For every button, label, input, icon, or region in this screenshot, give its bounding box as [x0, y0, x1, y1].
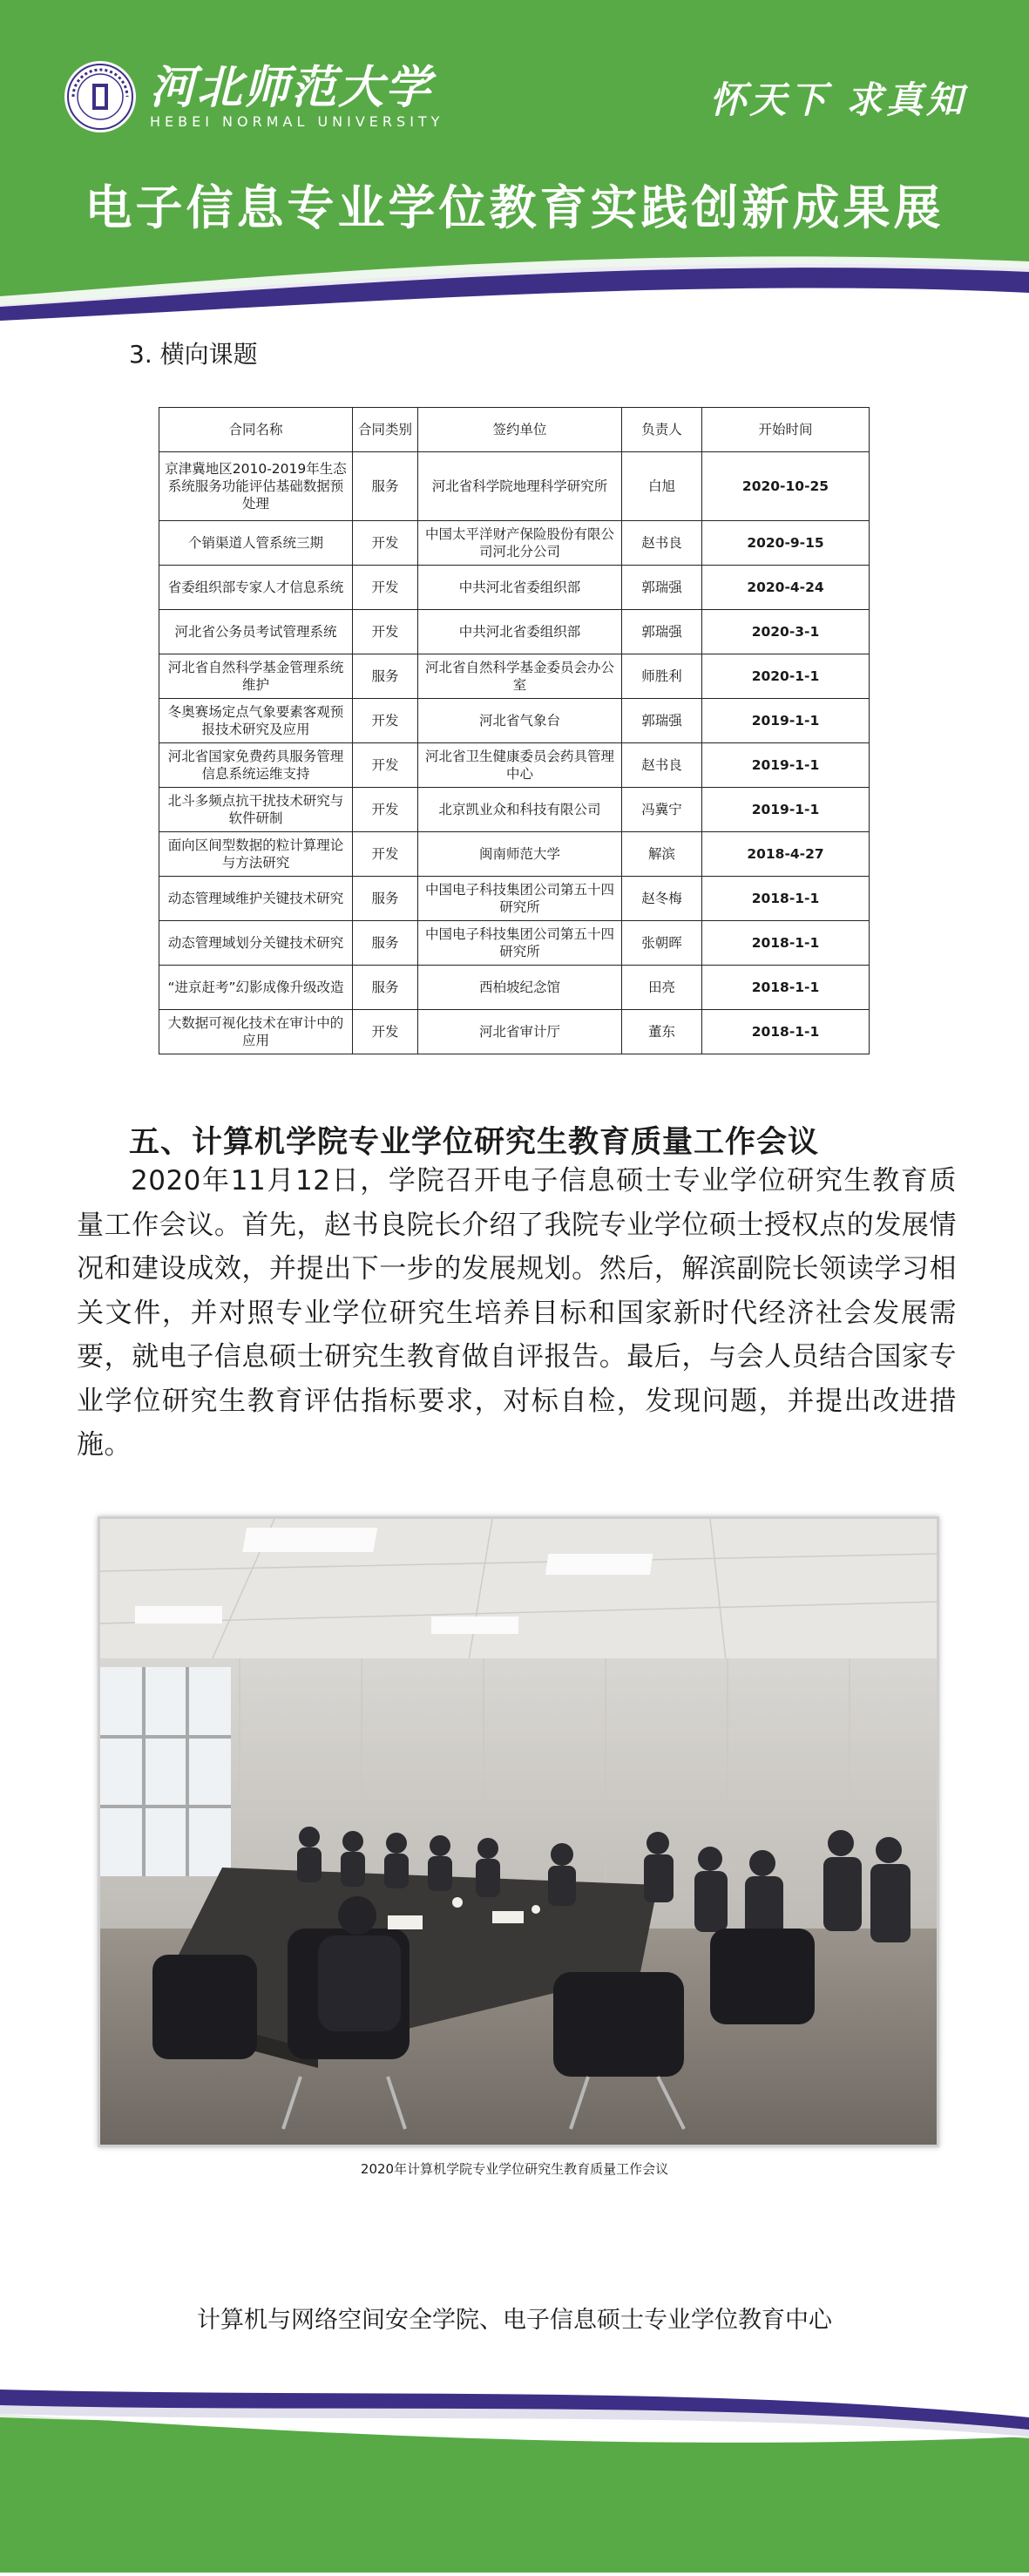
university-logo — [63, 59, 443, 134]
footer-organization: 计算机与网络空间安全学院、电子信息硕士专业学位教育中心 — [197, 2307, 832, 2334]
cell-type: 开发 — [353, 699, 418, 743]
cell-date: 2019-1-1 — [702, 788, 870, 832]
header-contract-name: 合同名称 — [159, 408, 353, 452]
cell-unit: 中国电子科技集团公司第五十四研究所 — [418, 921, 622, 966]
cell-date: 2018-1-1 — [702, 1010, 870, 1054]
sub-heading: 3. 横向课题 — [129, 340, 258, 369]
cell-person: 赵书良 — [622, 743, 702, 788]
table-row — [159, 452, 870, 521]
header-person-in-charge: 负责人 — [622, 408, 702, 452]
cell-unit: 河北省审计厅 — [418, 1010, 622, 1054]
meeting-photo — [98, 1516, 939, 2147]
cell-name: 河北省自然科学基金管理系统维护 — [159, 654, 353, 699]
header-contract-type: 合同类别 — [353, 408, 418, 452]
table-row — [159, 921, 870, 966]
university-seal-icon — [63, 59, 138, 134]
header-signing-unit: 签约单位 — [418, 408, 622, 452]
cell-name: 动态管理域维护关键技术研究 — [159, 877, 353, 921]
table-row — [159, 566, 870, 610]
cell-name: 面向区间型数据的粒计算理论与方法研究 — [159, 832, 353, 877]
cell-unit: 中国太平洋财产保险股份有限公司河北分公司 — [418, 521, 622, 566]
cell-date: 2018-1-1 — [702, 966, 870, 1010]
cell-unit: 中共河北省委组织部 — [418, 566, 622, 610]
cell-person: 张朝晖 — [622, 921, 702, 966]
cell-person: 田亮 — [622, 966, 702, 1010]
logo-chinese-name: 河北师范大学 — [150, 61, 433, 114]
table-row — [159, 610, 870, 654]
cell-type: 服务 — [353, 654, 418, 699]
cell-person: 赵书良 — [622, 521, 702, 566]
section-title: 五、计算机学院专业学位研究生教育质量工作会议 — [129, 1125, 820, 1160]
cell-unit: 河北省自然科学基金委员会办公室 — [418, 654, 622, 699]
cell-type: 服务 — [353, 452, 418, 521]
cell-person: 白旭 — [622, 452, 702, 521]
table-row — [159, 1010, 870, 1054]
cell-person: 郭瑞强 — [622, 610, 702, 654]
photo-caption: 2020年计算机学院专业学位研究生教育质量工作会议 — [360, 2161, 669, 2177]
cell-date: 2018-1-1 — [702, 921, 870, 966]
cell-date: 2020-1-1 — [702, 654, 870, 699]
cell-person: 董东 — [622, 1010, 702, 1054]
cell-date: 2019-1-1 — [702, 743, 870, 788]
cell-type: 服务 — [353, 877, 418, 921]
cell-unit: 河北省气象台 — [418, 699, 622, 743]
footer-background — [0, 2353, 1029, 2573]
cell-name: 大数据可视化技术在审计中的应用 — [159, 1010, 353, 1054]
cell-name: 冬奥赛场定点气象要素客观预报技术研究及应用 — [159, 699, 353, 743]
cell-person: 师胜利 — [622, 654, 702, 699]
cell-type: 开发 — [353, 610, 418, 654]
cell-type: 服务 — [353, 921, 418, 966]
banner-title: 电子信息专业学位教育实践创新成果展 — [85, 180, 944, 235]
cell-name: 河北省国家免费药具服务管理信息系统运维支持 — [159, 743, 353, 788]
table-row — [159, 788, 870, 832]
cell-person: 赵冬梅 — [622, 877, 702, 921]
cell-date: 2018-1-1 — [702, 877, 870, 921]
cell-person: 郭瑞强 — [622, 566, 702, 610]
cell-unit: 中共河北省委组织部 — [418, 610, 622, 654]
cell-unit: 河北省卫生健康委员会药具管理中心 — [418, 743, 622, 788]
cell-type: 开发 — [353, 832, 418, 877]
cell-unit: 西柏坡纪念馆 — [418, 966, 622, 1010]
cell-name: 动态管理域划分关键技术研究 — [159, 921, 353, 966]
cell-type: 开发 — [353, 566, 418, 610]
cell-unit: 北京凯业众和科技有限公司 — [418, 788, 622, 832]
cell-unit: 闽南师范大学 — [418, 832, 622, 877]
table-row — [159, 699, 870, 743]
logo-english-name: HEBEI NORMAL UNIVERSITY — [150, 113, 444, 130]
section-body: 2020年11月12日，学院召开电子信息硕士专业学位研究生教育质量工作会议。首先，赵书良院长介绍了我院专业学位硕士授权点的发展情况和建设成效，并提出下一步的发展规划。然后，解滨副院长领读学习相关文件，并对照专业学位研究生培养目标和国家新时代经济社会发展需要，就电子信息硕士研究生教育做自评报告。最后，与会人员结合国家专业学位研究生教育评估指标要求，对标自检，发现问题，并提出改进措施。 — [77, 1165, 957, 1461]
cell-unit: 河北省科学院地理科学研究所 — [418, 452, 622, 521]
cell-date: 2020-4-24 — [702, 566, 870, 610]
cell-person: 冯冀宁 — [622, 788, 702, 832]
cell-type: 开发 — [353, 743, 418, 788]
table-row — [159, 521, 870, 566]
cell-name: 北斗多频点抗干扰技术研究与软件研制 — [159, 788, 353, 832]
table-row — [159, 743, 870, 788]
footer-band — [0, 2353, 1029, 2573]
cell-type: 开发 — [353, 1010, 418, 1054]
table-row — [159, 877, 870, 921]
cell-type: 服务 — [353, 966, 418, 1010]
cell-unit: 中国电子科技集团公司第五十四研究所 — [418, 877, 622, 921]
meeting-room-illustration — [100, 1519, 937, 2145]
cell-name: 省委组织部专家人才信息系统 — [159, 566, 353, 610]
university-motto: 怀天下 求真知 — [709, 78, 966, 121]
cell-person: 解滨 — [622, 832, 702, 877]
cell-name: 河北省公务员考试管理系统 — [159, 610, 353, 654]
cell-type: 开发 — [353, 788, 418, 832]
cell-date: 2018-4-27 — [702, 832, 870, 877]
contract-table — [159, 407, 870, 1054]
cell-type: 开发 — [353, 521, 418, 566]
cell-name: “进京赶考”幻影成像升级改造 — [159, 966, 353, 1010]
cell-person: 郭瑞强 — [622, 699, 702, 743]
cell-date: 2019-1-1 — [702, 699, 870, 743]
cell-name: 个销渠道人管系统三期 — [159, 521, 353, 566]
table-row — [159, 966, 870, 1010]
cell-date: 2020-10-25 — [702, 452, 870, 521]
header-start-date: 开始时间 — [702, 408, 870, 452]
cell-date: 2020-3-1 — [702, 610, 870, 654]
table-header-row — [159, 408, 870, 452]
cell-date: 2020-9-15 — [702, 521, 870, 566]
header-background — [0, 0, 1029, 322]
cell-name: 京津冀地区2010-2019年生态系统服务功能评估基础数据预处理 — [159, 452, 353, 521]
table-row — [159, 654, 870, 699]
header-banner — [0, 0, 1029, 322]
table-row — [159, 832, 870, 877]
